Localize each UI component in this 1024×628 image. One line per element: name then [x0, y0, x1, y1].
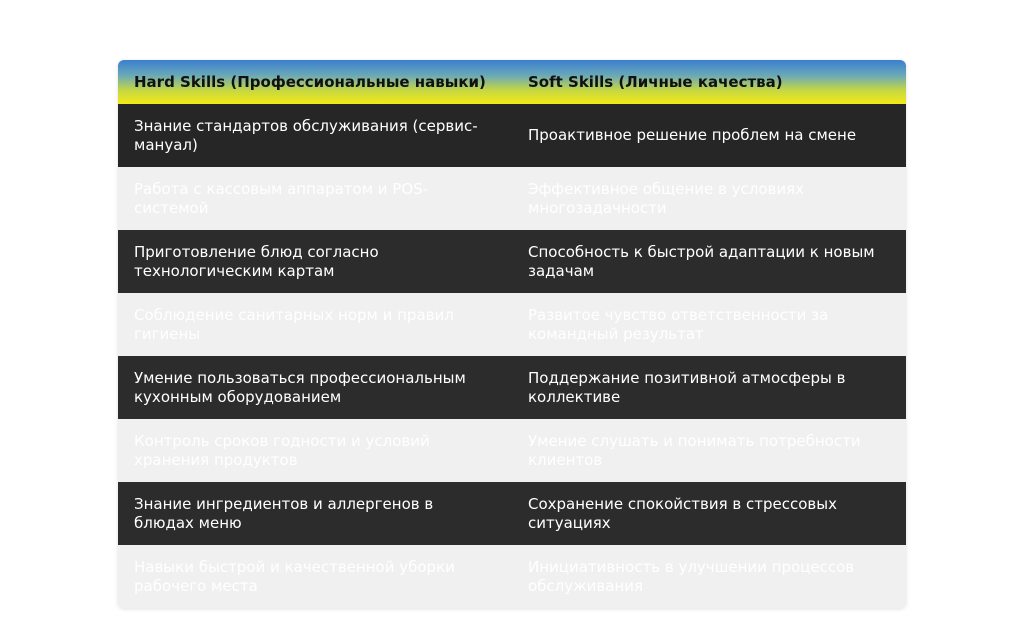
table-row — [118, 419, 906, 482]
soft-skill-cell: Умение слушать и понимать потребности клиентов — [528, 431, 861, 469]
soft-skill-cell: Поддержание позитивной атмосферы в коллективе — [528, 368, 846, 406]
hard-skill-cell: Знание ингредиентов и аллергенов в блюдах меню — [134, 494, 434, 532]
table-row — [118, 293, 906, 356]
table-row — [118, 356, 906, 419]
hard-skill-cell: Контроль сроков годности и условий хранения продуктов — [134, 431, 430, 469]
table-row — [118, 545, 906, 608]
table-header-row — [118, 60, 906, 104]
soft-skill-cell: Инициативность в улучшении процессов обслуживания — [528, 557, 855, 595]
hard-skill-cell: Приготовление блюд согласно технологическим картам — [134, 242, 379, 280]
table-row — [118, 104, 906, 167]
soft-skill-cell: Эффективное общение в условиях многозадачности — [528, 179, 805, 217]
table-row — [118, 230, 906, 293]
skills-table — [118, 60, 906, 608]
header-soft-skills: Soft Skills (Личные качества) — [528, 72, 783, 91]
soft-skill-cell: Способность к быстрой адаптации к новым задачам — [528, 242, 875, 280]
table-row — [118, 482, 906, 545]
soft-skill-cell: Развитое чувство ответственности за командный результат — [528, 305, 829, 343]
table-row — [118, 167, 906, 230]
soft-skill-cell: Сохранение спокойствия в стрессовых ситуациях — [528, 494, 837, 532]
hard-skill-cell: Умение пользоваться профессиональным кухонным оборудованием — [134, 368, 466, 406]
hard-skill-cell: Соблюдение санитарных норм и правил гигиены — [134, 305, 454, 343]
header-hard-skills: Hard Skills (Профессиональные навыки) — [134, 72, 486, 91]
hard-skill-cell: Знание стандартов обслуживания (сервис-мануал) — [134, 116, 478, 154]
soft-skill-cell: Проактивное решение проблем на смене — [528, 126, 857, 144]
hard-skill-cell: Работа с кассовым аппаратом и POS-системой — [134, 179, 429, 217]
hard-skill-cell: Навыки быстрой и качественной уборки рабочего места — [134, 557, 455, 595]
